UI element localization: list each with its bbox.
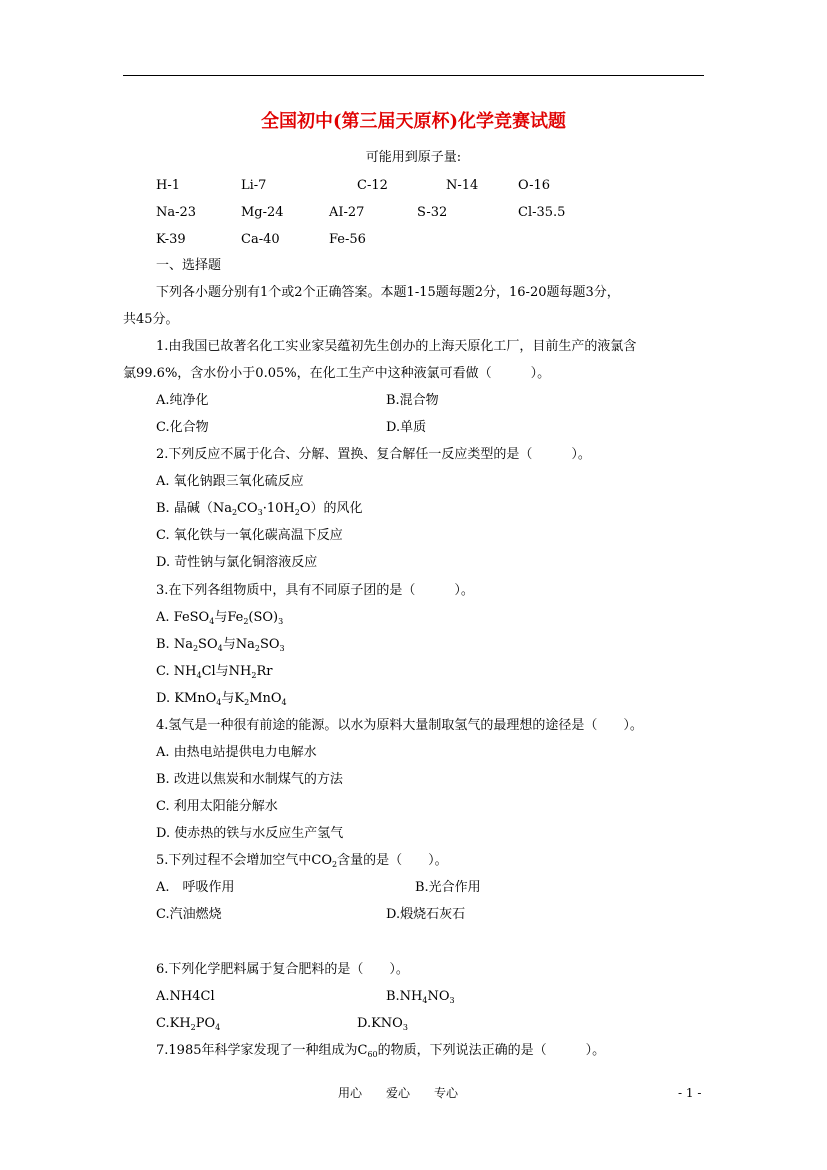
q4-option-a: A. 由热电站提供电力电解水 — [156, 745, 317, 760]
q5-option-b: B.光合作用 — [415, 880, 481, 895]
q1-option-a: A.纯净化 — [156, 393, 209, 408]
mass-ca: Ca-40 — [241, 232, 280, 247]
q2-option-a: A. 氧化钠跟三氧化硫反应 — [156, 474, 304, 489]
page-number: - 1 - — [678, 1086, 702, 1100]
q2-stem: 2.下列反应不属于化合、分解、置换、复合解任一反应类型的是（ ）。 — [156, 447, 591, 462]
q5-stem: 5.下列过程不会增加空气中$CO_2$含量的是（ ）。 — [156, 853, 448, 869]
q2-option-b: B. 晶碱$(Na_2CO_3\cdot 10H_2O)$的风化 — [156, 501, 363, 517]
q2-option-c: C. 氧化铁与一氧化碳高温下反应 — [156, 528, 343, 543]
mass-h: H-1 — [156, 178, 181, 193]
q6-stem: 6.下列化学肥料属于复合肥料的是（ ）。 — [156, 962, 409, 977]
mass-c: C-12 — [357, 178, 388, 193]
q1-option-b: B.混合物 — [386, 393, 439, 408]
q5-option-a: A. 呼吸作用 — [156, 880, 235, 895]
mass-al: AI-27 — [329, 205, 365, 220]
q1-stem-line1: 1.由我国已故著名化工实业家吴蕴初先生创办的上海天原化工厂，目前生产的液氯含 — [156, 339, 637, 354]
q3-option-a: A. FeSO$_4$与$Fe_2(SO)_3$ — [156, 610, 284, 626]
header-rule — [123, 75, 704, 76]
footer-motto: 用心 爱心 专心 — [338, 1086, 459, 1100]
q3-option-d: D. KMnO$_4$与$K_2MnO_4$ — [156, 691, 287, 707]
q5-option-d: D.煅烧石灰石 — [386, 907, 466, 922]
mass-n: N-14 — [446, 178, 479, 193]
q2-option-d: D. 苛性钠与氯化铜溶液反应 — [156, 555, 318, 570]
document-title: 全国初中(第三届天原杯)化学竞赛试题 — [260, 111, 567, 132]
q3-option-c: C. $NH_4Cl$与$NH_2Rr$ — [156, 664, 273, 680]
q6-option-b: $B.NH_4NO_3$ — [386, 989, 455, 1005]
q1-stem-line2: 氯99.6%，含水份小于0.05%，在化工生产中这种液氯可看做（ ）。 — [123, 366, 551, 381]
q4-option-b: B. 改进以焦炭和水制煤气的方法 — [156, 772, 343, 787]
atomic-mass-heading: 可能用到原子量: — [365, 150, 462, 165]
q5-option-c: C.汽油燃烧 — [156, 907, 222, 922]
mass-fe: Fe-56 — [329, 232, 366, 247]
q7-stem: 7.1985年科学家发现了一种组成为$C_{60}$的物质，下列说法正确的是（ ）。 — [156, 1043, 606, 1059]
instructions-line2: 共45分。 — [123, 312, 179, 327]
q6-option-a: A.NH4Cl — [156, 989, 215, 1004]
mass-o: O-16 — [518, 178, 551, 193]
instructions-line1: 下列各小题分别有1个或2个正确答案。本题1-15题每题2分，16-20题每题3分， — [156, 285, 620, 300]
mass-k: K-39 — [156, 232, 186, 247]
q1-option-c: C.化合物 — [156, 420, 209, 435]
mass-mg: Mg-24 — [241, 205, 284, 220]
mass-cl: Cl-35.5 — [518, 205, 566, 220]
q3-option-b: B. $Na_2SO_4$与$Na_2SO_3$ — [156, 637, 285, 653]
q6-option-c: $C.KH_2PO_4$ — [156, 1016, 221, 1032]
q4-option-d: D. 使赤热的铁与水反应生产氢气 — [156, 826, 344, 841]
q1-option-d: D.单质 — [386, 420, 427, 435]
q4-option-c: C. 利用太阳能分解水 — [156, 799, 278, 814]
mass-li: Li-7 — [241, 178, 267, 193]
q4-stem: 4.氢气是一种很有前途的能源。以水为原料大量制取氢气的最理想的途径是（ ）。 — [156, 718, 643, 733]
q3-stem: 3.在下列各组物质中，具有不同原子团的是（ ）。 — [156, 583, 474, 598]
mass-na: Na-23 — [156, 205, 197, 220]
q6-option-d: $D.KNO_3$ — [357, 1016, 408, 1032]
section-heading: 一、选择题 — [156, 258, 222, 273]
mass-s: S-32 — [417, 205, 448, 220]
